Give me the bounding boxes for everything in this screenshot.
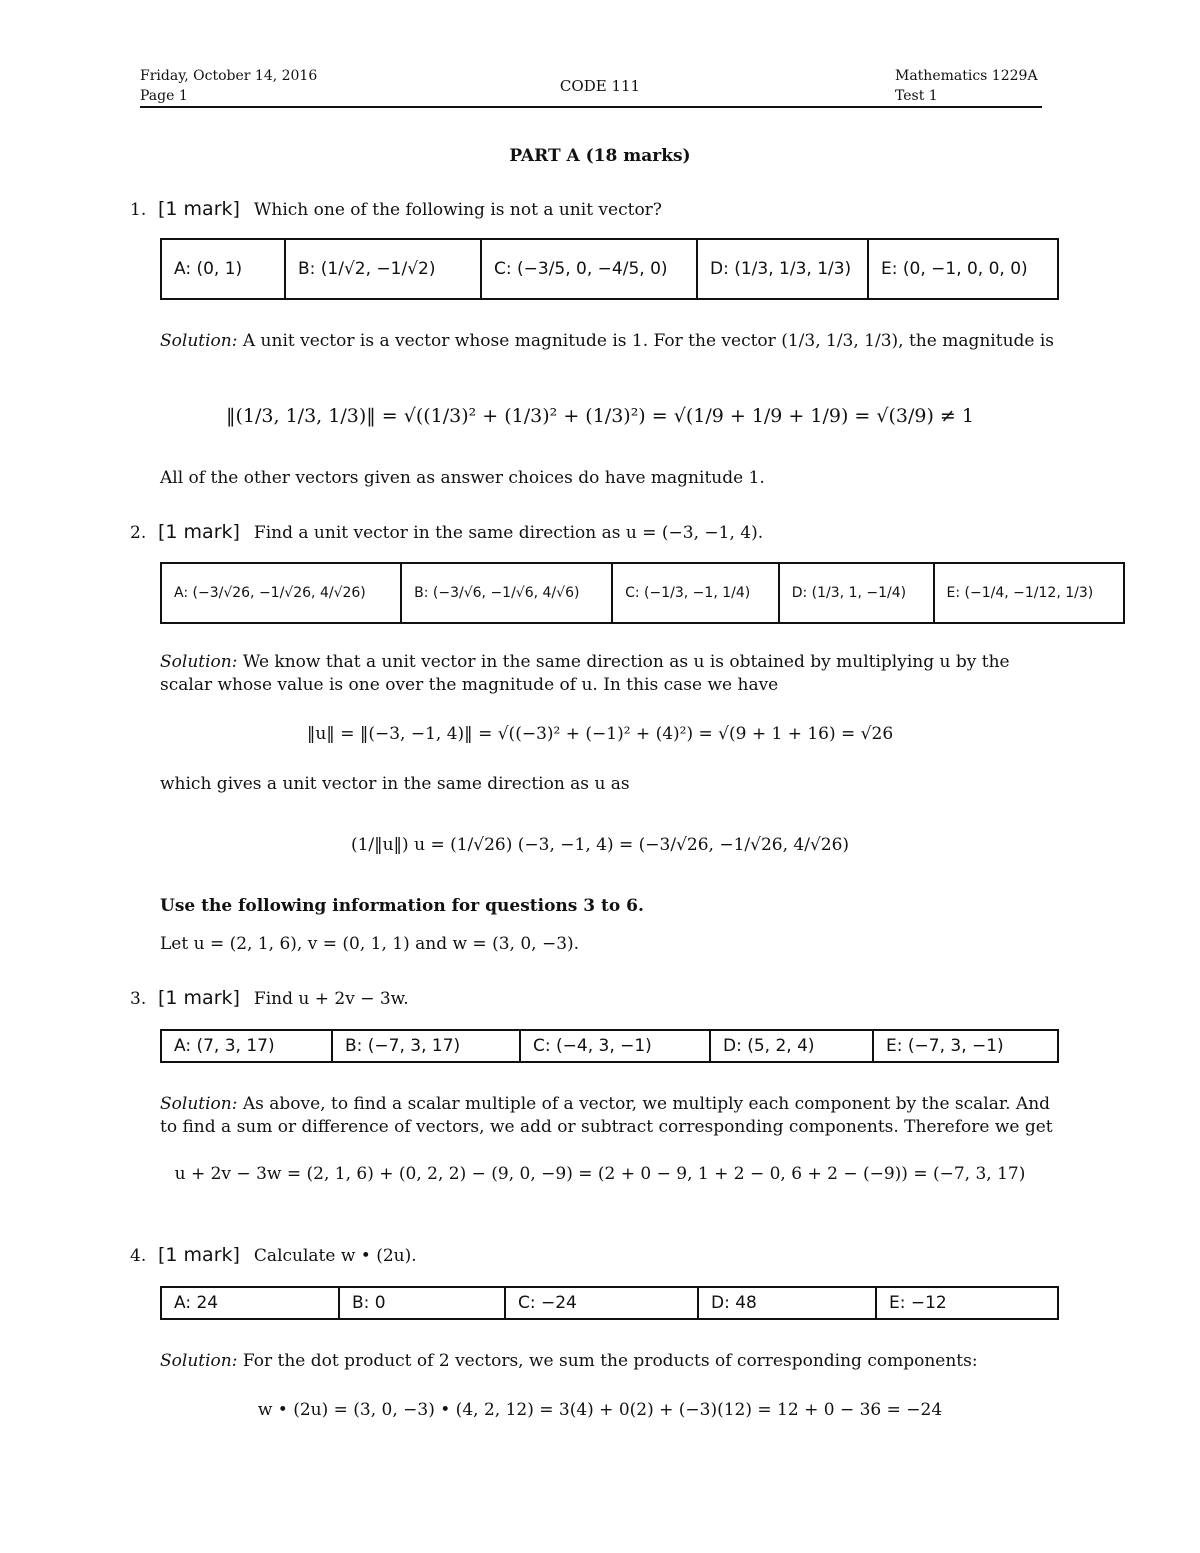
choice-e[interactable]: E: (−7, 3, −1) xyxy=(873,1030,1058,1062)
choice-e[interactable]: E: −12 xyxy=(876,1287,1058,1319)
choice-b[interactable]: B: (1/√2, −1/√2) xyxy=(285,239,481,299)
mark-label: [1 mark] xyxy=(158,198,240,220)
choice-e[interactable]: E: (−1/4, −1/12, 1/3) xyxy=(934,563,1124,623)
choice-a[interactable]: A: (−3/√26, −1/√26, 4/√26) xyxy=(161,563,401,623)
choice-d[interactable]: D: (5, 2, 4) xyxy=(710,1030,873,1062)
question-prompt: Calculate w • (2u). xyxy=(253,1246,417,1266)
choice-b[interactable]: B: (−3/√6, −1/√6, 4/√6) xyxy=(401,563,612,623)
choice-c[interactable]: C: (−3/5, 0, −4/5, 0) xyxy=(481,239,697,299)
question-4 xyxy=(130,1244,417,1266)
q1-equation: ‖(1/3, 1/3, 1/3)‖ = √((1/3)² + (1/3)² + (1/3)²) = √(1/9 + 1/9 + 1/9) = √(3/9) ≠ 1 xyxy=(226,405,974,427)
question-number: 2. xyxy=(130,523,147,543)
question-2 xyxy=(130,521,763,543)
q4-solution xyxy=(160,1350,1060,1373)
solution-label: Solution: xyxy=(160,1351,238,1371)
choice-c[interactable]: C: −24 xyxy=(505,1287,698,1319)
choice-d[interactable]: D: (1/3, 1/3, 1/3) xyxy=(697,239,868,299)
header-course: Mathematics 1229A xyxy=(895,68,1038,84)
q2-equation-1: ‖u‖ = ‖(−3, −1, 4)‖ = √((−3)² + (−1)² + (4)²) = √(9 + 1 + 16) = √26 xyxy=(306,724,894,744)
header-page: Page 1 xyxy=(140,88,188,104)
question-number: 3. xyxy=(130,989,147,1009)
question-prompt: Which one of the following is not a unit vector? xyxy=(253,200,662,220)
choice-a[interactable]: A: (7, 3, 17) xyxy=(161,1030,332,1062)
choice-a[interactable]: A: (0, 1) xyxy=(161,239,285,299)
question-1 xyxy=(130,198,662,220)
q2-solution xyxy=(160,651,1060,697)
q4-choices xyxy=(160,1286,1059,1320)
q1-solution xyxy=(160,330,1060,353)
solution-label: Solution: xyxy=(160,652,238,672)
part-title: PART A (18 marks) xyxy=(509,146,691,166)
info-let: Let u = (2, 1, 6), v = (0, 1, 1) and w = (3, 0, −3). xyxy=(160,934,580,954)
question-number: 1. xyxy=(130,200,147,220)
mark-label: [1 mark] xyxy=(158,521,240,543)
solution-text: We know that a unit vector in the same direction as u is obtained by multiplying u by the scalar whose value is one over the magnitude of u. In this case we have xyxy=(160,652,1010,695)
header-rule xyxy=(140,106,1042,108)
solution-text: As above, to find a scalar multiple of a vector, we multiply each component by the scalar. And to find a sum or difference of vectors, we add or subtract corresponding components. Therefore we get xyxy=(160,1094,1053,1137)
q3-solution xyxy=(160,1093,1060,1139)
solution-text: For the dot product of 2 vectors, we sum the products of corresponding components: xyxy=(242,1351,978,1371)
q3-equation: u + 2v − 3w = (2, 1, 6) + (0, 2, 2) − (9, 0, −9) = (2 + 0 − 9, 1 + 2 − 0, 6 + 2 − (−9)) = (−7, 3, 17) xyxy=(174,1164,1026,1184)
choice-c[interactable]: C: (−1/3, −1, 1/4) xyxy=(612,563,779,623)
choice-b[interactable]: B: (−7, 3, 17) xyxy=(332,1030,520,1062)
solution-label: Solution: xyxy=(160,1094,238,1114)
choice-e[interactable]: E: (0, −1, 0, 0, 0) xyxy=(868,239,1058,299)
question-prompt: Find a unit vector in the same direction as u = (−3, −1, 4). xyxy=(253,523,764,543)
question-prompt: Find u + 2v − 3w. xyxy=(253,989,409,1009)
header-test: Test 1 xyxy=(895,88,938,104)
question-3 xyxy=(130,987,409,1009)
choice-a[interactable]: A: 24 xyxy=(161,1287,339,1319)
choice-c[interactable]: C: (−4, 3, −1) xyxy=(520,1030,710,1062)
q2-equation-2: (1/‖u‖) u = (1/√26) (−3, −1, 4) = (−3/√26, −1/√26, 4/√26) xyxy=(350,835,850,855)
q1-choices xyxy=(160,238,1059,300)
q1-after: All of the other vectors given as answer choices do have magnitude 1. xyxy=(160,468,765,488)
solution-label: Solution: xyxy=(160,331,238,351)
question-number: 4. xyxy=(130,1246,147,1266)
q4-equation: w • (2u) = (3, 0, −3) • (4, 2, 12) = 3(4) + 0(2) + (−3)(12) = 12 + 0 − 36 = −24 xyxy=(257,1400,943,1420)
q3-choices xyxy=(160,1029,1059,1063)
mark-label: [1 mark] xyxy=(158,1244,240,1266)
info-heading: Use the following information for questions 3 to 6. xyxy=(160,896,644,916)
q2-choices xyxy=(160,562,1125,624)
choice-d[interactable]: D: 48 xyxy=(698,1287,876,1319)
solution-text: A unit vector is a vector whose magnitude is 1. For the vector (1/3, 1/3, 1/3), the magnitude is xyxy=(242,331,1055,351)
header-date: Friday, October 14, 2016 xyxy=(140,68,318,84)
choice-d[interactable]: D: (1/3, 1, −1/4) xyxy=(779,563,934,623)
q2-middle: which gives a unit vector in the same direction as u as xyxy=(160,774,630,794)
header-code: CODE 111 xyxy=(559,77,641,95)
mark-label: [1 mark] xyxy=(158,987,240,1009)
choice-b[interactable]: B: 0 xyxy=(339,1287,505,1319)
